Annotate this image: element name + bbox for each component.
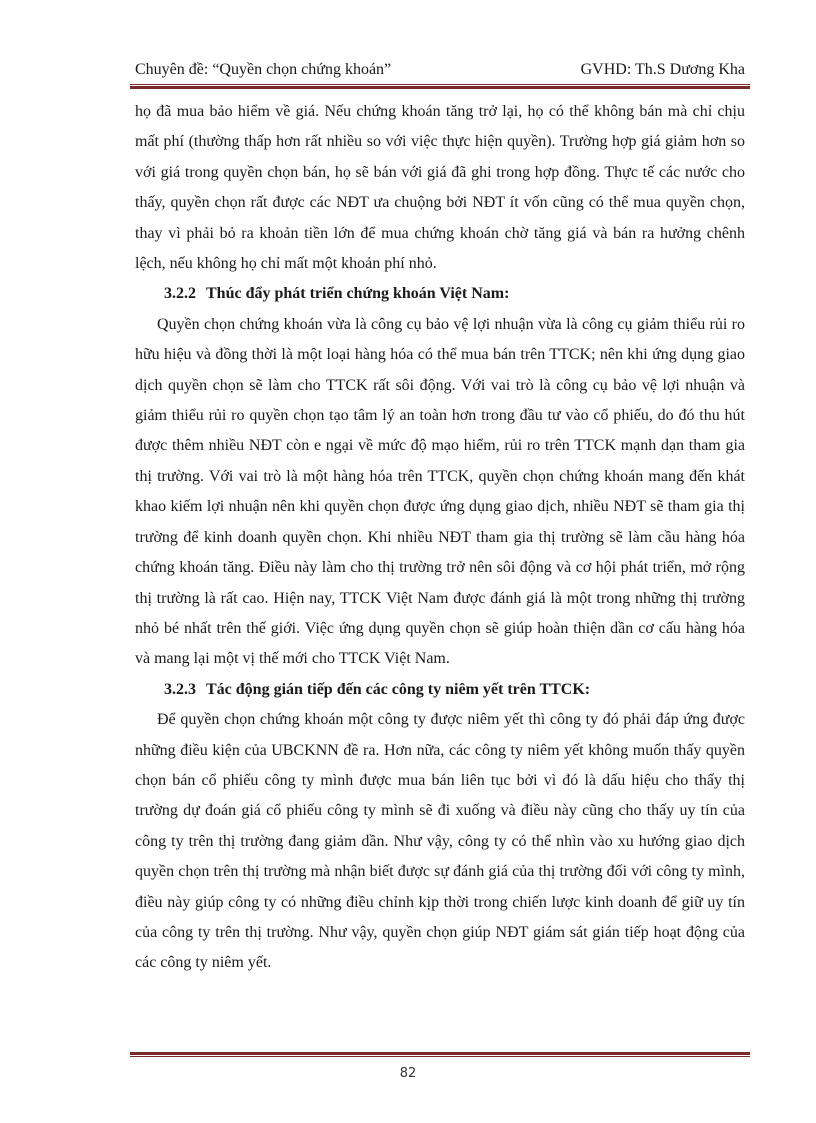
page-header [135,60,745,80]
header-advisor: GVHD: Th.S Dương Kha [580,61,745,78]
paragraph-3-2-2: Quyền chọn chứng khoán vừa là công cụ bảo vệ lợi nhuận vừa là công cụ giảm thiểu rủi ro hữu hiệu và đồng thời là một loại hàng hóa có thể mua bán trên TTCK; nên khi ứng dụng giao dịch quyền chọn sẽ làm cho TTCK rất sôi động. Với vai trò là công cụ bảo vệ lợi nhuận và giảm thiểu rủi ro quyền chọn tạo tâm lý an toàn hơn trong đầu tư vào cổ phiếu, do đó thu hút được thêm nhiều NĐT còn e ngại về mức độ mạo hiểm, rủi ro trên TTCK mạnh dạn tham gia thị trường. Với vai trò là một hàng hóa trên TTCK, quyền chọn chứng khoán mang đến khát khao kiếm lợi nhuận nên khi quyền chọn được ứng dụng giao dịch, nhiều NĐT sẽ tham gia thị trường để kinh doanh quyền chọn. Khi nhiều NĐT tham gia thị trường sẽ làm cầu hàng hóa chứng khoán tăng. Điều này làm cho thị trường trở nên sôi động và cơ hội phát triển, mở rộng thị trường là rất cao. Hiện nay, TTCK Việt Nam được đánh giá là một trong những thị trường nhỏ bé nhất trên thế giới. Việc ứng dụng quyền chọn sẽ giúp hoàn thiện dần cơ cấu hàng hóa và mang lại một vị thế mới cho TTCK Việt Nam. [135,315,745,668]
section-heading-3-2-3 [135,675,745,705]
paragraph-continuation: họ đã mua bảo hiểm về giá. Nếu chứng khoán tăng trở lại, họ có thể không bán mà chỉ chịu mất phí (thường thấp hơn rất nhiều so với việc thực hiện quyền). Trường hợp giá giảm hơn so với giá trong quyền chọn bán, họ sẽ bán với giá đã ghi trong hợp đồng. Thực tế các nước cho thấy, quyền chọn rất được các NĐT ưa chuộng bởi NĐT ít vốn cũng có thể mua quyền chọn, thay vì phải bỏ ra khoản tiền lớn để mua chứng khoán chờ tăng giá và bán ra hưởng chênh lệch, nếu không họ chỉ mất một khoản phí nhỏ. [135,103,745,273]
header-divider [130,84,750,90]
section-title: Thúc đẩy phát triển chứng khoán Việt Nam: [206,285,510,303]
footer-divider [130,1052,750,1058]
header-topic: Chuyên đề: “Quyền chọn chứng khoán” [135,61,392,78]
section-number: 3.2.2 [164,285,196,303]
section-heading-3-2-2 [135,279,745,309]
page-number: 82 [399,1066,417,1081]
section-number: 3.2.3 [164,680,196,698]
paragraph-3-2-3: Để quyền chọn chứng khoán một công ty được niêm yết thì công ty đó phải đáp ứng được những điều kiện của UBCKNN đề ra. Hơn nữa, các công ty niêm yết không muốn thấy quyền chọn bán cổ phiếu công ty mình được mua bán liên tục bởi vì đó là dấu hiệu cho thấy thị trường dự đoán giá cổ phiếu công ty mình sẽ đi xuống và điều này cũng cho thấy uy tín của công ty trên thị trường đang giảm dần. Như vậy, công ty có thể nhìn vào xu hướng giao dịch quyền chọn trên thị trường mà nhận biết được sự đánh giá của thị trường đối với công ty mình, điều này giúp công ty có những điều chỉnh kịp thời trong chiến lược kinh doanh để giữ uy tín của công ty trên thị trường. Như vậy, quyền chọn giúp NĐT giám sát gián tiếp hoạt động của các công ty niêm yết. [135,711,745,972]
page-body [135,97,745,979]
section-title: Tác động gián tiếp đến các công ty niêm yết trên TTCK: [206,680,591,698]
